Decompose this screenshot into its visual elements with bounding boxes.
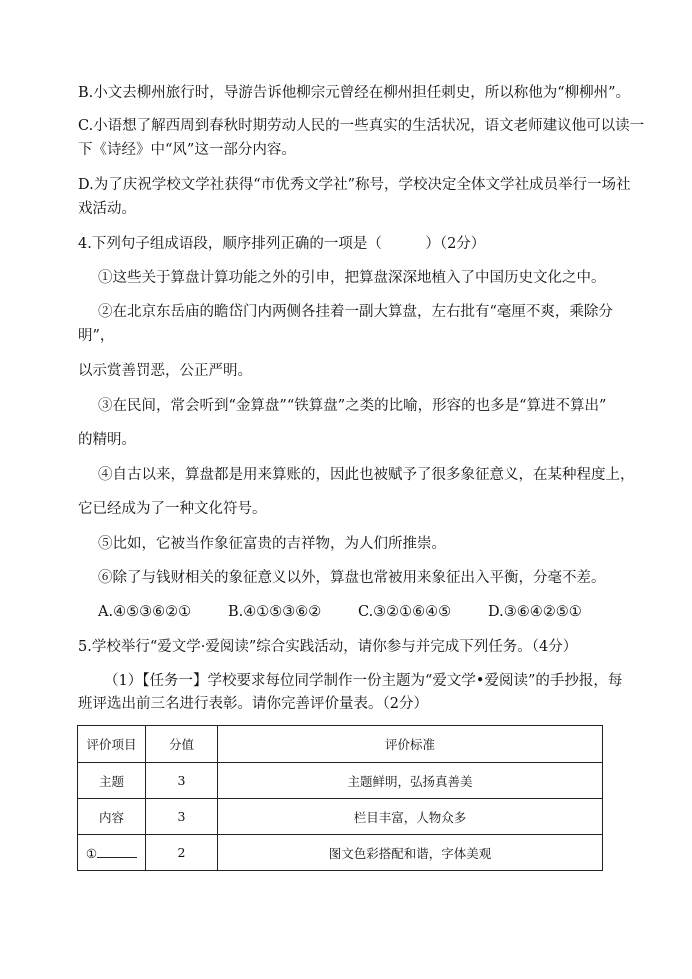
option-d-answer: D.③⑥④②⑤① (488, 604, 582, 620)
fill-in-blank[interactable] (97, 845, 137, 858)
sentence-3-line1: ③在民间，常会听到“金算盘”“铁算盘”之类的比喻，形容的也多是“算进不算出” (98, 398, 607, 414)
option-d-line2: 戏活动。 (78, 201, 136, 217)
row-score: 3 (146, 763, 218, 799)
sentence-5: ⑤比如，它被当作象征富贵的吉祥物，为人们所推崇。 (98, 536, 446, 552)
sentence-6: ⑥除了与钱财相关的象征意义以外，算盘也常被用来象征出入平衡，分毫不差。 (98, 570, 606, 586)
sentence-2-line2: 明”， (78, 328, 115, 344)
sentence-4-line1: ④自古以来，算盘都是用来算账的，因此也被赋予了很多象征意义，在某种程度上， (98, 467, 635, 483)
row-standard: 主题鲜明，弘扬真善美 (218, 763, 603, 799)
row-score: 2 (146, 835, 218, 871)
row-standard: 栏目丰富，人物众多 (218, 799, 603, 835)
row-standard: 图文色彩搭配和谐，字体美观 (218, 835, 603, 871)
option-d-line1: D.为了庆祝学校文学社获得“市优秀文学社”称号，学校决定全体文学社成员举行一场社 (78, 177, 631, 193)
row-item: 内容 (78, 799, 146, 835)
option-c-line2: 下《诗经》中“风”这一部分内容。 (78, 142, 296, 158)
question-4-stem: 4.下列句子组成语段，顺序排列正确的一项是（ ）（2分） (78, 236, 486, 252)
sentence-3-line2: 的精明。 (78, 432, 136, 448)
sentence-2-line1: ②在北京东岳庙的瞻岱门内两侧各挂着一副大算盘，左右批有“毫厘不爽，乘除分 (98, 304, 613, 320)
option-b-answer: B.④①⑤③⑥② (228, 604, 322, 620)
blank-number: ① (85, 845, 98, 861)
question-4-options (98, 602, 582, 622)
table-row (78, 799, 603, 835)
sentence-2-line3: 以示赏善罚恶，公正严明。 (78, 363, 252, 379)
table-row (78, 835, 603, 871)
option-a-answer: A.④⑤③⑥②① (98, 604, 192, 620)
header-score: 分值 (146, 726, 218, 763)
row-item-blank (78, 835, 146, 871)
option-b: B.小文去柳州旅行时，导游告诉他柳宗元曾经在柳州担任刺史，所以称他为“柳柳州”。 (78, 85, 631, 101)
header-item: 评价项目 (78, 726, 146, 763)
option-c-line1: C.小语想了解西周到春秋时期劳动人民的一些真实的生活状况，语文老师建议他可以读一 (78, 118, 645, 134)
sentence-1: ①这些关于算盘计算功能之外的引申，把算盘深深地植入了中国历史文化之中。 (98, 270, 606, 286)
option-c-answer: C.③②①⑥④⑤ (358, 604, 452, 620)
header-standard: 评价标准 (218, 726, 603, 763)
table-row (78, 763, 603, 799)
task-1-line1: （1）【任务一】学校要求每位同学制作一份主题为“爱文学•爱阅读”的手抄报，每 (104, 673, 623, 689)
row-item: 主题 (78, 763, 146, 799)
evaluation-table (77, 725, 603, 871)
row-score: 3 (146, 799, 218, 835)
question-5-stem: 5.学校举行“爱文学·爱阅读”综合实践活动，请你参与并完成下列任务。（4分） (78, 639, 578, 655)
sentence-4-line2: 它已经成为了一种文化符号。 (78, 501, 267, 517)
task-1-line2: 班评选出前三名进行表彰。请你完善评价量表。（2分） (78, 696, 428, 712)
table-header-row (78, 726, 603, 763)
